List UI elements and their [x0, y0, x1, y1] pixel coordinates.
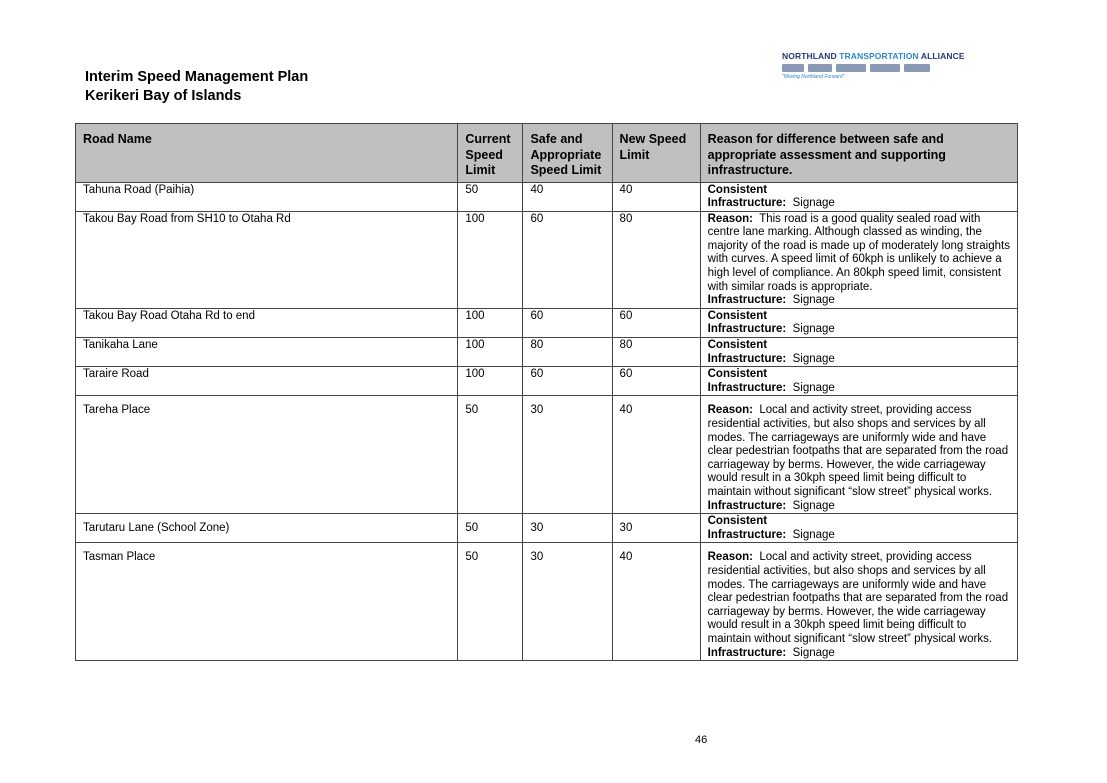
table-header-row: [76, 124, 1018, 183]
reason-cell: [700, 367, 1017, 396]
logo-tagline: "Moving Northland Forward": [782, 74, 845, 80]
current-limit-cell: 100: [458, 338, 523, 367]
reason-label: Consistent: [707, 515, 768, 528]
partner-logo-icon: [870, 64, 900, 72]
reason-label: Consistent: [707, 309, 768, 322]
table-row: [76, 367, 1018, 396]
reason-cell: [700, 182, 1017, 211]
new-limit-cell: 60: [612, 367, 700, 396]
reason-cell: [700, 396, 1017, 514]
road-name-cell: Takou Bay Road Otaha Rd to end: [76, 308, 458, 337]
reason-cell: [700, 211, 1017, 308]
header-current-speed-limit: Current Speed Limit: [458, 124, 523, 183]
new-limit-cell: 40: [612, 396, 700, 514]
partner-logos-strip: [782, 64, 952, 72]
road-name-cell: Taraire Road: [76, 367, 458, 396]
current-limit-cell: 100: [458, 211, 523, 308]
partner-logo-icon: [836, 64, 866, 72]
reason-cell: [700, 543, 1017, 661]
current-limit-cell: 50: [458, 543, 523, 661]
safe-limit-cell: 30: [523, 543, 612, 661]
current-limit-cell: 50: [458, 182, 523, 211]
document-title: [85, 68, 308, 106]
reason-label: Consistent: [707, 183, 768, 196]
infrastructure-line: Infrastructure: Signage: [707, 646, 835, 659]
infrastructure-line: Infrastructure: Signage: [707, 294, 835, 307]
infrastructure-line: Infrastructure: Signage: [707, 323, 835, 336]
table-row: [76, 396, 1018, 514]
new-limit-cell: 40: [612, 543, 700, 661]
infrastructure-line: Infrastructure: Signage: [707, 352, 835, 365]
road-name-cell: Tareha Place: [76, 396, 458, 514]
header-new-speed-limit: New Speed Limit: [612, 124, 700, 183]
reason-cell: [700, 308, 1017, 337]
header-road-name: Road Name: [76, 124, 458, 183]
header-safe-appropriate-speed-limit: Safe and Appropriate Speed Limit: [523, 124, 612, 183]
current-limit-cell: 50: [458, 514, 523, 543]
reason-text: Reason: Local and activity street, providing access residential activities, but also shops and services by all modes. The carriageways are uniformly wide and have clear pedestrian footpaths that are separated from the road carriageway by berms. However, the wide carriageway would result in a 30kph speed limit being difficult to maintain without significant “slow street” physical works.: [707, 404, 1009, 498]
new-limit-cell: 30: [612, 514, 700, 543]
reason-text: Reason: This road is a good quality sealed road with centre lane marking. Although classed as winding, the majority of the road is made up of moderately long straights with curves. A speed limit of 60kph is unlikely to achieve a high level of compliance. An 80kph speed limit, consistent with similar roads is appropriate.: [707, 212, 1010, 293]
road-name-cell: Tarutaru Lane (School Zone): [76, 514, 458, 543]
safe-limit-cell: 60: [523, 367, 612, 396]
title-line-2: Kerikeri Bay of Islands: [85, 88, 242, 104]
logo-wordmark: NORTHLAND TRANSPORTATION ALLIANCE: [782, 51, 965, 61]
title-line-1: Interim Speed Management Plan: [85, 69, 309, 85]
safe-limit-cell: 40: [523, 182, 612, 211]
safe-limit-cell: 60: [523, 211, 612, 308]
current-limit-cell: 50: [458, 396, 523, 514]
reason-label: Consistent: [707, 368, 768, 381]
current-limit-cell: 100: [458, 367, 523, 396]
infrastructure-line: Infrastructure: Signage: [707, 381, 835, 394]
safe-limit-cell: 30: [523, 514, 612, 543]
safe-limit-cell: 60: [523, 308, 612, 337]
table-row: [76, 182, 1018, 211]
road-name-cell: Tanikaha Lane: [76, 338, 458, 367]
infrastructure-line: Infrastructure: Signage: [707, 197, 835, 210]
infrastructure-line: Infrastructure: Signage: [707, 499, 835, 512]
page-number: 46: [695, 734, 708, 746]
road-name-cell: Tasman Place: [76, 543, 458, 661]
infrastructure-line: Infrastructure: Signage: [707, 528, 835, 541]
table-row: [76, 211, 1018, 308]
speed-limit-table: [75, 123, 1018, 661]
road-name-cell: Takou Bay Road from SH10 to Otaha Rd: [76, 211, 458, 308]
safe-limit-cell: 80: [523, 338, 612, 367]
reason-label: Consistent: [707, 339, 768, 352]
table-row: [76, 308, 1018, 337]
header-reason: Reason for difference between safe and appropriate assessment and supporting infrastructure.: [700, 124, 1017, 183]
table-row: [76, 338, 1018, 367]
new-limit-cell: 60: [612, 308, 700, 337]
reason-cell: [700, 514, 1017, 543]
new-limit-cell: 40: [612, 182, 700, 211]
reason-text: Reason: Local and activity street, providing access residential activities, but also shops and services by all modes. The carriageways are uniformly wide and have clear pedestrian footpaths that are separated from the road carriageway by berms. However, the wide carriageway would result in a 30kph speed limit being difficult to maintain without significant “slow street” physical works.: [707, 551, 1009, 645]
partner-logo-icon: [782, 64, 804, 72]
partner-logo-icon: [808, 64, 832, 72]
new-limit-cell: 80: [612, 338, 700, 367]
new-limit-cell: 80: [612, 211, 700, 308]
northland-transportation-alliance-logo: [782, 51, 965, 83]
table-row: [76, 514, 1018, 543]
reason-cell: [700, 338, 1017, 367]
partner-logo-icon: [904, 64, 930, 72]
table-row: [76, 543, 1018, 661]
safe-limit-cell: 30: [523, 396, 612, 514]
road-name-cell: Tahuna Road (Paihia): [76, 182, 458, 211]
current-limit-cell: 100: [458, 308, 523, 337]
